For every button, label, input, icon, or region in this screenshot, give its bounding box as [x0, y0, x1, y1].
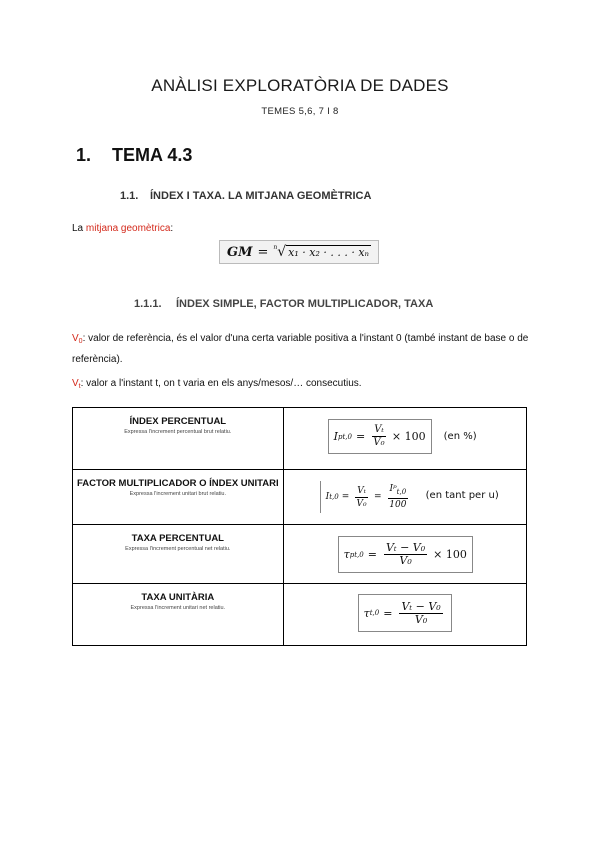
table-row	[73, 525, 527, 584]
row-label-cell	[73, 525, 284, 584]
gm-equals: =	[257, 244, 269, 260]
row-title: FACTOR MULTIPLICADOR O ÍNDEX UNITARI	[77, 478, 279, 489]
table-row	[73, 408, 527, 470]
gm-radicand: x₁ · x₂ · . . . · xₙ	[288, 246, 370, 259]
unit-note: (en %)	[443, 431, 477, 442]
v0-text: : valor de referència, és el valor d'una certa variable positiva a l'instant 0 (també instant de base o de referència).	[72, 333, 529, 365]
table-row	[73, 584, 527, 646]
intro-line	[72, 220, 532, 238]
document-title: ANÀLISI EXPLORATÒRIA DE DADES	[151, 76, 449, 95]
definition-vt	[72, 375, 532, 396]
intro-prefix: La	[72, 223, 86, 234]
document-subtitle: TEMES 5,6, 7 I 8	[261, 106, 339, 117]
row-formula-cell	[283, 584, 526, 646]
row-formula-cell	[283, 525, 526, 584]
heading-1-1	[120, 190, 371, 202]
row-title: TAXA UNITÀRIA	[141, 592, 215, 603]
intro-suffix: :	[170, 223, 174, 234]
row-description: Expressa l'increment percentual brut relatiu.	[124, 429, 232, 435]
row-description: Expressa l'increment unitari brut relatiu.	[129, 491, 227, 497]
gm-lhs: GM	[226, 244, 253, 260]
unit-index-formula: I t,0 = $\frac{\text{Vₜ}}{\text{V₀}}$ = $\frac{Iᵖ_{t,0}}{100}$	[320, 481, 417, 513]
index-rate-table	[72, 407, 527, 646]
unit-note: (en tant per u)	[425, 490, 499, 501]
intro-highlight: mitjana geomètrica	[85, 223, 171, 234]
heading-1-1-1	[134, 298, 433, 310]
gm-root-index: n	[273, 243, 278, 251]
v0-symbol: $V_0$	[72, 333, 83, 345]
row-label-cell	[73, 584, 284, 646]
radical-sign-icon: √	[277, 244, 287, 260]
heading-1-1-title: ÍNDEX I TAXA. LA MITJANA GEOMÈTRICA	[150, 190, 372, 202]
row-description: Expressa l'increment unitari net relatiu.	[130, 605, 226, 611]
row-label-cell	[73, 408, 284, 470]
row-title: TAXA PERCENTUAL	[131, 533, 224, 544]
row-formula-cell	[283, 470, 526, 525]
row-label-cell	[73, 470, 284, 525]
row-description: Expressa l'increment percentual net relatiu.	[125, 546, 231, 552]
heading-1-1-1-number: 1.1.1.	[134, 298, 162, 310]
percent-index-formula: I p t,0 = $\frac{\text{Vₜ}}{\text{V₀}}$ × 100	[328, 419, 432, 454]
unit-rate-formula: τ t,0 = $\frac{\text{Vₜ − V₀}}{\text{V₀}}$	[358, 594, 452, 632]
heading-1-title: TEMA 4.3	[112, 145, 193, 165]
heading-1-1-number: 1.1.	[120, 190, 139, 202]
row-formula-cell	[283, 408, 526, 470]
heading-1-number: 1.	[76, 145, 92, 165]
heading-1	[76, 145, 192, 166]
table-row	[73, 470, 527, 525]
percent-rate-formula: τ p t,0 = $\frac{\text{Vₜ − V₀}}{\text{V₀}}$ × 100	[338, 536, 473, 573]
heading-1-1-1-title: ÍNDEX SIMPLE, FACTOR MULTIPLICADOR, TAXA	[176, 298, 434, 310]
row-title: ÍNDEX PERCENTUAL	[129, 416, 227, 427]
vt-symbol: $V_t$	[72, 378, 81, 390]
vt-text: : valor a l'instant t, on t varia en els anys/mesos/… consecutius.	[80, 378, 362, 389]
definition-v0	[72, 330, 532, 369]
geometric-mean-formula	[219, 240, 379, 264]
